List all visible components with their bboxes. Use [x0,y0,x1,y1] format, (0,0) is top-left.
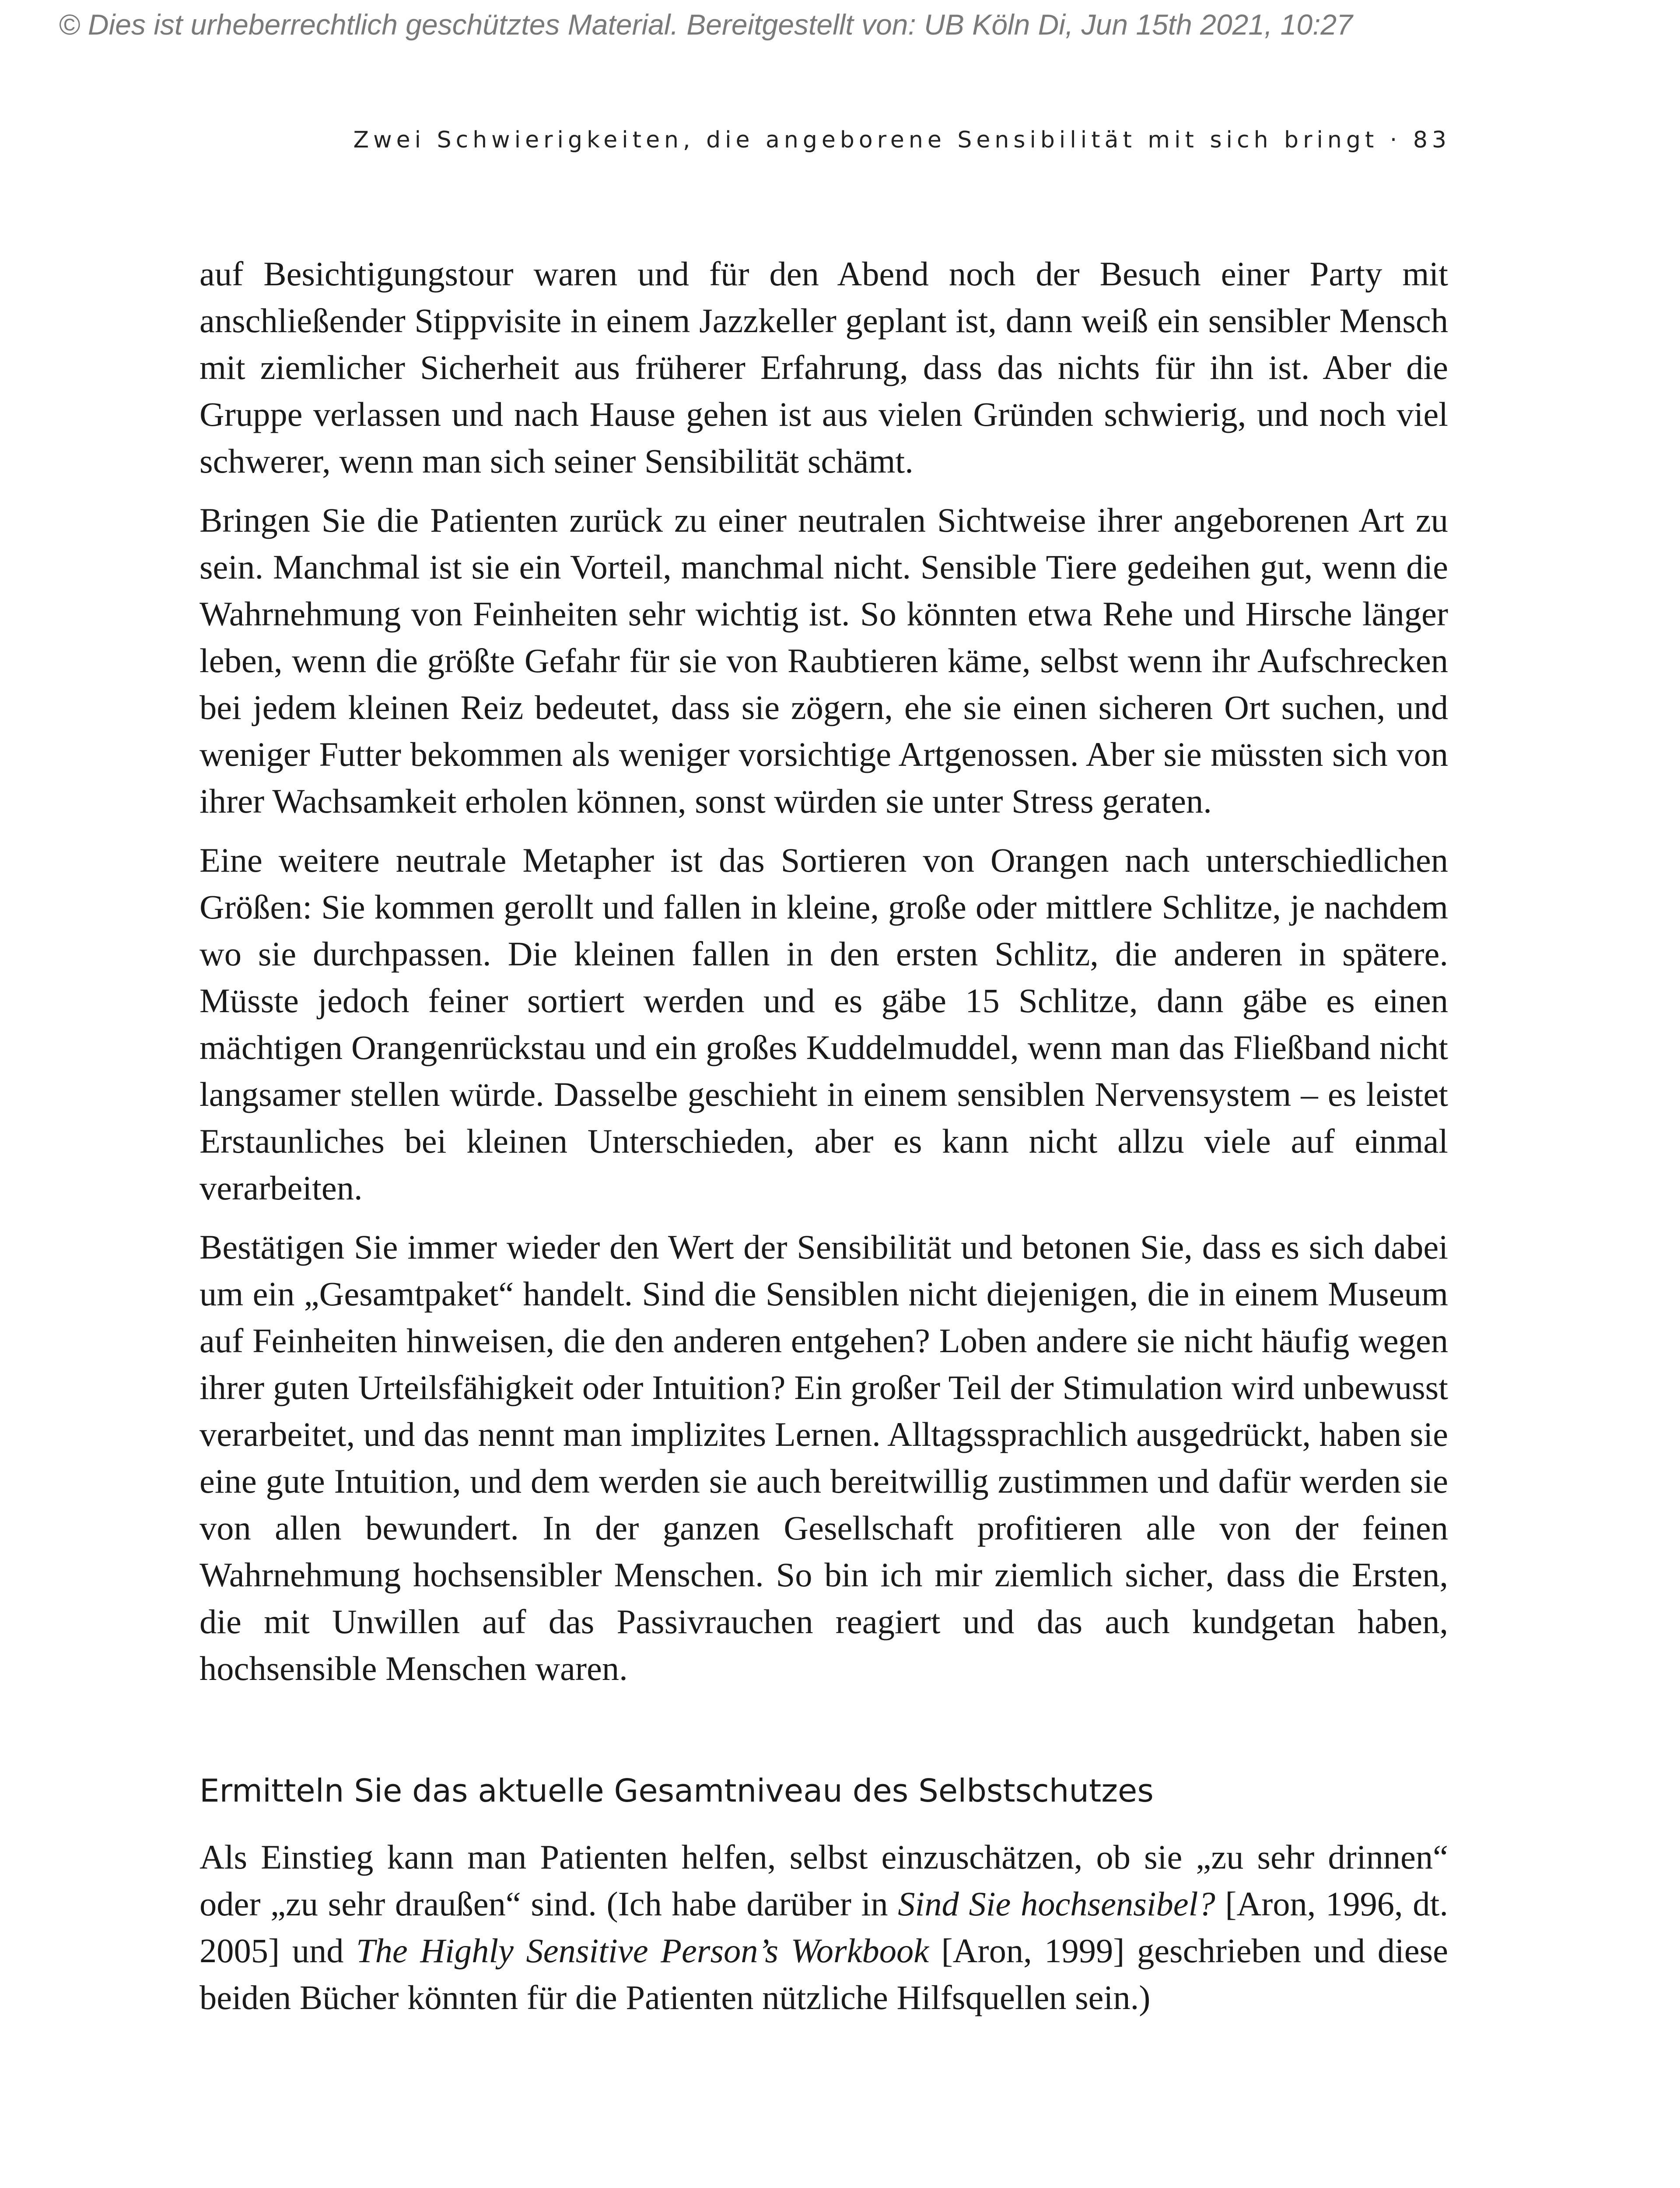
final-paragraph [200,1834,1448,2021]
paragraph: Bringen Sie die Patienten zurück zu einer neutralen Sichtweise ihrer angeborenen Art zu sein. Manchmal ist sie ein Vorteil, manchmal nicht. Sensible Tiere gedeihen gut, wenn die Wahrnehmung von Feinheiten sehr wichtig ist. So könnten etwa Rehe und Hirsche länger leben, wenn die größte Gefahr für sie von Raubtieren käme, selbst wenn ihr Aufschrecken bei jedem kleinen Reiz bedeutet, dass sie zögern, ehe sie einen sicheren Ort suchen, und weniger Futter bekommen als weniger vorsichtige Artgenossen. Aber sie müssten sich von ihrer Wachsamkeit erholen können, sonst würden sie unter Stress geraten. [200,501,1448,820]
book-title: The Highly Sensitive Person’s Workbook [356,1932,929,1970]
paragraph: Eine weitere neutrale Metapher ist das Sortieren von Orangen nach unterschiedlichen Größen: Sie kommen gerollt und fallen in kleine, große oder mittlere Schlitze, je nachdem wo sie durchpassen. Die kleinen fallen in den ersten Schlitz, die anderen in spätere. Müsste jedoch feiner sortiert werden und es gäbe 15 Schlitze, dann gäbe es einen mächtigen Orangenrückstau und ein großes Kuddelmuddel, wenn man das Fließband nicht langsamer stellen würde. Dasselbe geschieht in einem sensiblen Nervensystem – es leistet Erstaunliches bei kleinen Unterschieden, aber es kann nicht allzu viele auf einmal verarbeiten. [200,841,1448,1207]
paragraph: auf Besichtigungstour waren und für den Abend noch der Besuch einer Party mit anschließender Stippvisite in einem Jazzkeller geplant ist, dann weiß ein sensibler Mensch mit ziemlicher Sicherheit aus früherer Erfahrung, dass das nichts für ihn ist. Aber die Gruppe verlassen und nach Hause gehen ist aus vielen Gründen schwierig, und noch viel schwerer, wenn man sich seiner Sensibilität schämt. [200,255,1448,480]
section-heading: Ermitteln Sie das aktuelle Gesamtniveau des Selbstschutzes [200,1772,1154,1809]
running-header: Zwei Schwierigkeiten, die angeborene Sensibilität mit sich bringt · 83 [353,127,1451,153]
text-run: [Aron, 1999] geschrieben und diese beiden Bücher könnten für die Patienten nützliche Hilfsquellen sein.) [200,1932,1448,2016]
text-run: Als Einstieg kann man Patienten helfen, selbst einzuschätzen, ob sie „zu sehr drinnen“ oder „zu sehr draußen“ sind. (Ich habe darüber in [200,1838,1448,1923]
page-body [200,250,1448,2033]
book-title: Sind Sie hochsensibel? [898,1885,1215,1923]
paragraph: Bestätigen Sie immer wieder den Wert der Sensibilität und betonen Sie, dass es sich dabei um ein „Gesamtpaket“ handelt. Sind die Sensiblen nicht diejenigen, die in einem Museum auf Feinheiten hinweisen, die den anderen entgehen? Loben andere sie nicht häufig wegen ihrer guten Urteilsfähigkeit oder Intuition? Ein großer Teil der Stimulation wird unbewusst verarbeitet, und das nennt man implizites Lernen. Alltagssprachlich ausgedrückt, haben sie eine gute Intuition, und dem werden sie auch bereitwillig zustimmen und dafür werden sie von allen bewundert. In der ganzen Gesellschaft profitieren alle von der feinen Wahrnehmung hochsensibler Menschen. So bin ich mir ziemlich sicher, dass die Ersten, die mit Unwillen auf das Passivrauchen reagiert und das auch kundgetan haben, hochsensible Menschen waren. [200,1228,1448,1687]
text-run: [Aron, 1996, dt. 2005] und [200,1885,1448,1970]
copyright-notice: © Dies ist urheberrechtlich geschütztes Material. Bereitgestellt von: UB Köln Di, Jun 15th 2021, 10:27 [59,8,1353,41]
